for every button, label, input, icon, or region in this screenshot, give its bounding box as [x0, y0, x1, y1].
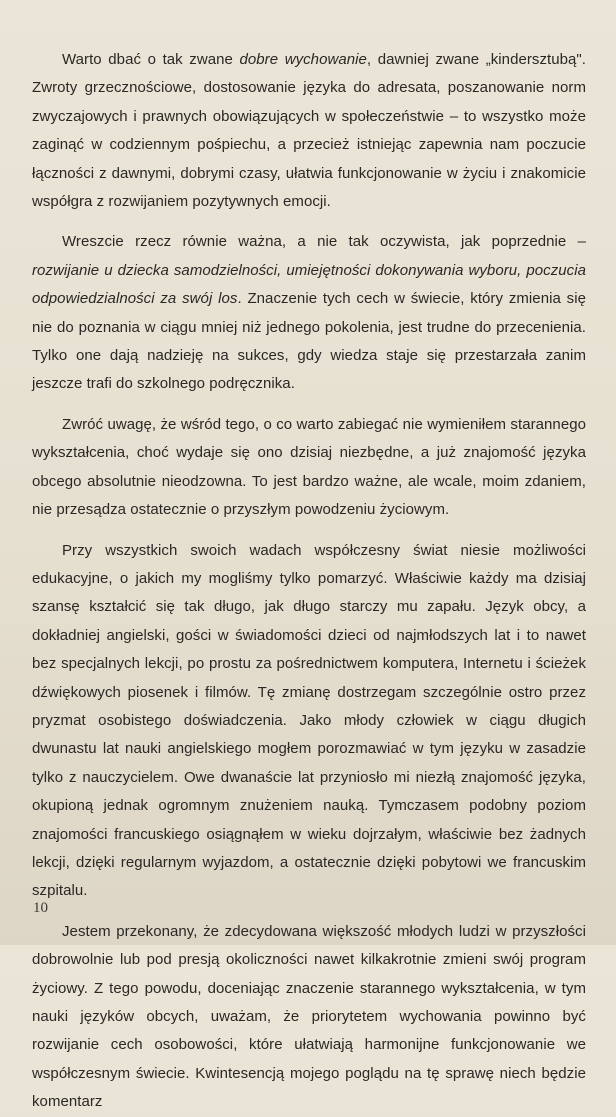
page-number: 10 [33, 900, 48, 916]
paragraph-1-text-start: Warto dbać o tak zwane [62, 51, 240, 68]
paragraph-4: Przy wszystkich swoich wadach współczesny świat niesie możliwości edukacyjne, o jakich my mogliśmy tylko pomarzyć. Właściwie każdy ma dzisiaj szansę kształcić się tak długo, jak długo starczy mu zapału. Język obcy, a dokładniej angielski, gości w świadomości dzieci od najmłodszych lat i to nawet bez specjalnych lekcji, po prostu za pośrednictwem komputera, Internetu i ścieżek dźwiękowych piosenek i filmów. Tę zmianę dostrzegam szczególnie ostro przez pryzmat osobistego doświadczenia. Jako młody człowiek w ciągu długich dwunastu lat nauki angielskiego mogłem porozmawiać w tym języku w zasadzie tylko z nauczycielem. Owe dwanaście lat przyniosło mi niezłą znajomość języka, okupioną jednak ogromnym znużeniem nauką. Tymczasem podobny poziom znajomości francuskiego osiągnąłem w wieku dojrzałym, właściwie bez żadnych lekcji, dzięki regularnym wyjazdom, a ostatecznie dzięki pobytowi we francuskim szpitalu. [32, 541, 586, 900]
paragraph-1 [32, 46, 586, 216]
paragraph-1-emphasis: dobre wychowanie [239, 51, 367, 68]
paragraph-1-text-end: , dawniej zwane „kindersztubą". Zwroty grzecznościowe, dostosowanie języka do adresata, poszanowanie norm zwyczajowych i prawnych obowiązujących w społeczeństwie – to wszystko może zaginąć w codziennym pośpiechu, a przecież istniejąc zapewnia nam poczucie łączności z dawnymi, dobrymi czasy, ułatwia funkcjonowanie w życiu i znakomicie współgra z rozwijaniem pozytywnych emocji. [32, 51, 586, 211]
paragraph-2-text-start: Wreszcie rzecz równie ważna, a nie tak oczywista, jak poprzednie – [62, 233, 586, 251]
paragraph-2-emphasis: rozwijanie u dziecka samodzielności, umiejętności dokonywania wyboru, poczucia odpowiedzialności za swój los [32, 261, 586, 308]
paragraph-5: Jestem przekonany, że zdecydowana większość młodych ludzi w przyszłości dobrowolnie lub pod presją okoliczności nawet kilkakrotnie zmieni swój program życiowy. Z tego powodu, doceniając znaczenie starannego wykształcenia, w tym nauki języków obcych, uważam, że priorytetem wychowania powinno być rozwijanie cech osobowości, które ułatwiają harmonijne funkcjonowanie we współczesnym świecie. Kwintesencją mojego poglądu na tę sprawę niech będzie komentarz [32, 922, 586, 1111]
paragraph-3: Zwróć uwagę, że wśród tego, o co warto zabiegać nie wymieniłem starannego wykształcenia, choć wydaje się ono dzisiaj niezbędne, a już znajomość języka obcego absolutnie nieodzowna. To jest bardzo ważne, ale wcale, moim zdaniem, nie przesądza ostatecznie o przyszłym powodzeniu życiowym. [32, 415, 586, 519]
paragraph-2 [32, 228, 586, 398]
paragraph-2-text-end: . Znaczenie tych cech w świecie, który zmienia się nie do poznania w ciągu mniej niż jednego pokolenia, jest trudne do przecenienia. Tylko one dają nadzieję na sukces, gdy wiedza staje się przestarzała zanim jeszcze trafi do szkolnego podręcznika. [32, 290, 586, 393]
